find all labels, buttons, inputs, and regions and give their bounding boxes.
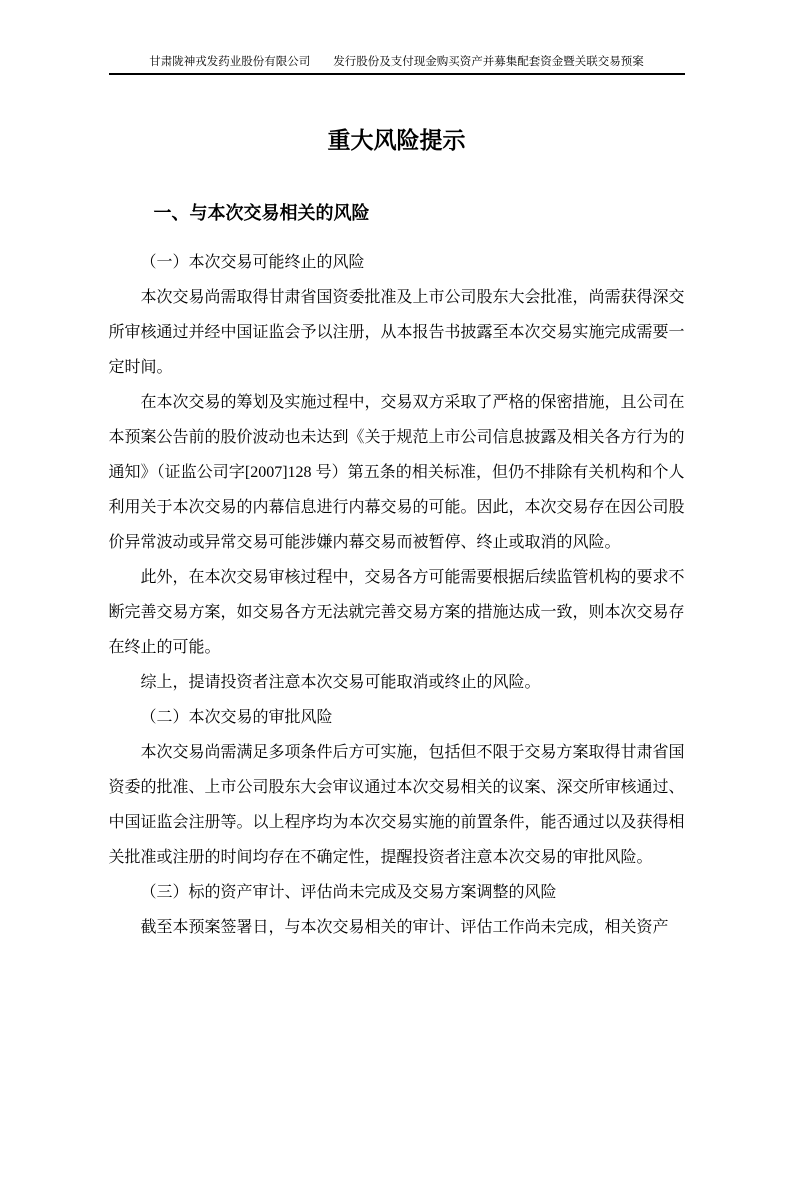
document-page — [109, 55, 685, 945]
subsection-heading: （二）本次交易的审批风险 — [140, 709, 333, 726]
paragraph: 综上，提请投资者注意本次交易可能取消或终止的风险。 — [140, 674, 541, 691]
paragraph: 本次交易尚需满足多项条件后方可实施，包括但不限于交易方案取得甘肃省国资委的批准、上市公司股东大会审议通过本次交易相关的议案、深交所审核通过、中国证监会注册等。以上程序均为本次交易实施的前置条件，能否通过以及获得相关批准或注册的时间均存在不确定性，提醒投资者注意本次交易的审批风险。 — [108, 744, 685, 866]
paragraph: 截至本预案签署日，与本次交易相关的审计、评估工作尚未完成，相关资产 — [140, 919, 669, 936]
document-title: 重大风险提示 — [327, 128, 466, 153]
paragraph: 本次交易尚需取得甘肃省国资委批准及上市公司股东大会批准，尚需获得深交所审核通过并经中国证监会予以注册，从本报告书披露至本次交易实施完成需要一定时间。 — [108, 289, 685, 376]
paragraph: 在本次交易的筹划及实施过程中，交易双方采取了严格的保密措施，且公司在本预案公告前的股价波动也未达到《关于规范上市公司信息披露及相关各方行为的通知》（证监公司字[2007]128 号）第五条的相关标准，但仍不排除有关机构和个人利用关于本次交易的内幕信息进行内幕交易的可能。因此，本次交易存在因公司股价异常波动或异常交易可能涉嫌内幕交易而被暂停、终止或取消的风险。 — [108, 394, 685, 551]
page-running-header: 甘肃陇神戎发药业股份有限公司 发行股份及支付现金购买资产并募集配套资金暨关联交易预案 — [109, 55, 685, 75]
subsection-heading: （一）本次交易可能终止的风险 — [140, 254, 365, 271]
document-body — [109, 245, 685, 945]
subsection-heading: （三）标的资产审计、评估尚未完成及交易方案调整的风险 — [140, 884, 557, 901]
paragraph: 此外，在本次交易审核过程中，交易各方可能需要根据后续监管机构的要求不断完善交易方案，如交易各方无法就完善交易方案的措施达成一致，则本次交易存在终止的可能。 — [108, 569, 685, 656]
section-heading: 一、与本次交易相关的风险 — [153, 203, 370, 223]
